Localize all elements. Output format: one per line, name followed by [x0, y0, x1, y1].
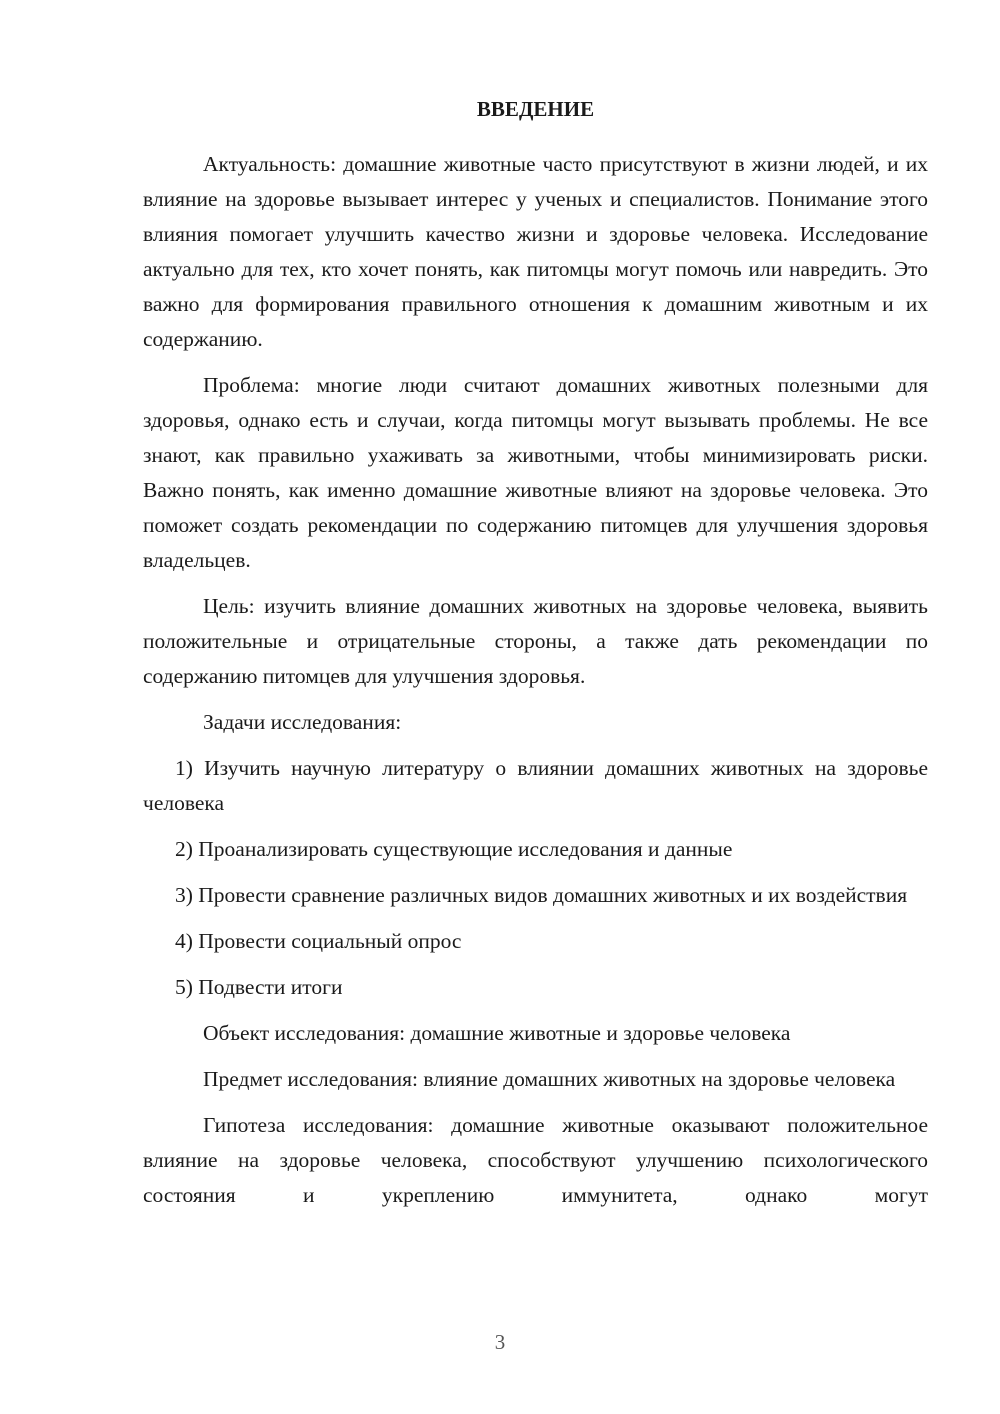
paragraph-object: Объект исследования: домашние животные и здоровье человека: [203, 1021, 791, 1045]
paragraph-subject: Предмет исследования: влияние домашних животных на здоровье человека: [203, 1067, 896, 1091]
task-item-2: 2) Проанализировать существующие исследования и данные: [175, 837, 733, 861]
paragraph-relevance: Актуальность: домашние животные часто присутствуют в жизни людей, и их влияние на здоровье вызывает интерес у ученых и специалистов. Понимание этого влияния помогает улучшить качество жизни и здоровье человека. Исследование актуально для тех, кто хочет понять, как питомцы могут помочь или навредить. Это важно для формирования правильного отношения к домашним животным и их содержанию.: [143, 152, 928, 351]
paragraph-problem: Проблема: многие люди считают домашних животных полезными для здоровья, однако есть и случаи, когда питомцы могут вызывать проблемы. Не все знают, как правильно ухаживать за животными, чтобы минимизировать риски. Важно понять, как именно домашние животные влияют на здоровье человека. Это поможет создать рекомендации по содержанию питомцев для улучшения здоровья владельцев.: [143, 373, 928, 572]
page-title: ВВЕДЕНИЕ: [476, 97, 595, 121]
task-item-3: 3) Провести сравнение различных видов домашних животных и их воздействия: [175, 883, 908, 907]
tasks-title: Задачи исследования:: [203, 710, 402, 734]
task-item-5: 5) Подвести итоги: [175, 975, 343, 999]
page-number: 3: [494, 1330, 506, 1354]
paragraph-goal: Цель: изучить влияние домашних животных на здоровье человека, выявить положительные и отрицательные стороны, а также дать рекомендации по содержанию питомцев для улучшения здоровья.: [143, 594, 928, 688]
task-item-1: 1) Изучить научную литературу о влиянии домашних животных на здоровье человека: [143, 756, 928, 815]
task-item-4: 4) Провести социальный опрос: [175, 929, 462, 953]
document-page: [143, 92, 928, 1224]
paragraph-hypothesis: Гипотеза исследования: домашние животные оказывают положительное влияние на здоровье человека, способствуют улучшению психологического состояния и укреплению иммунитета, однако могут: [143, 1113, 928, 1207]
